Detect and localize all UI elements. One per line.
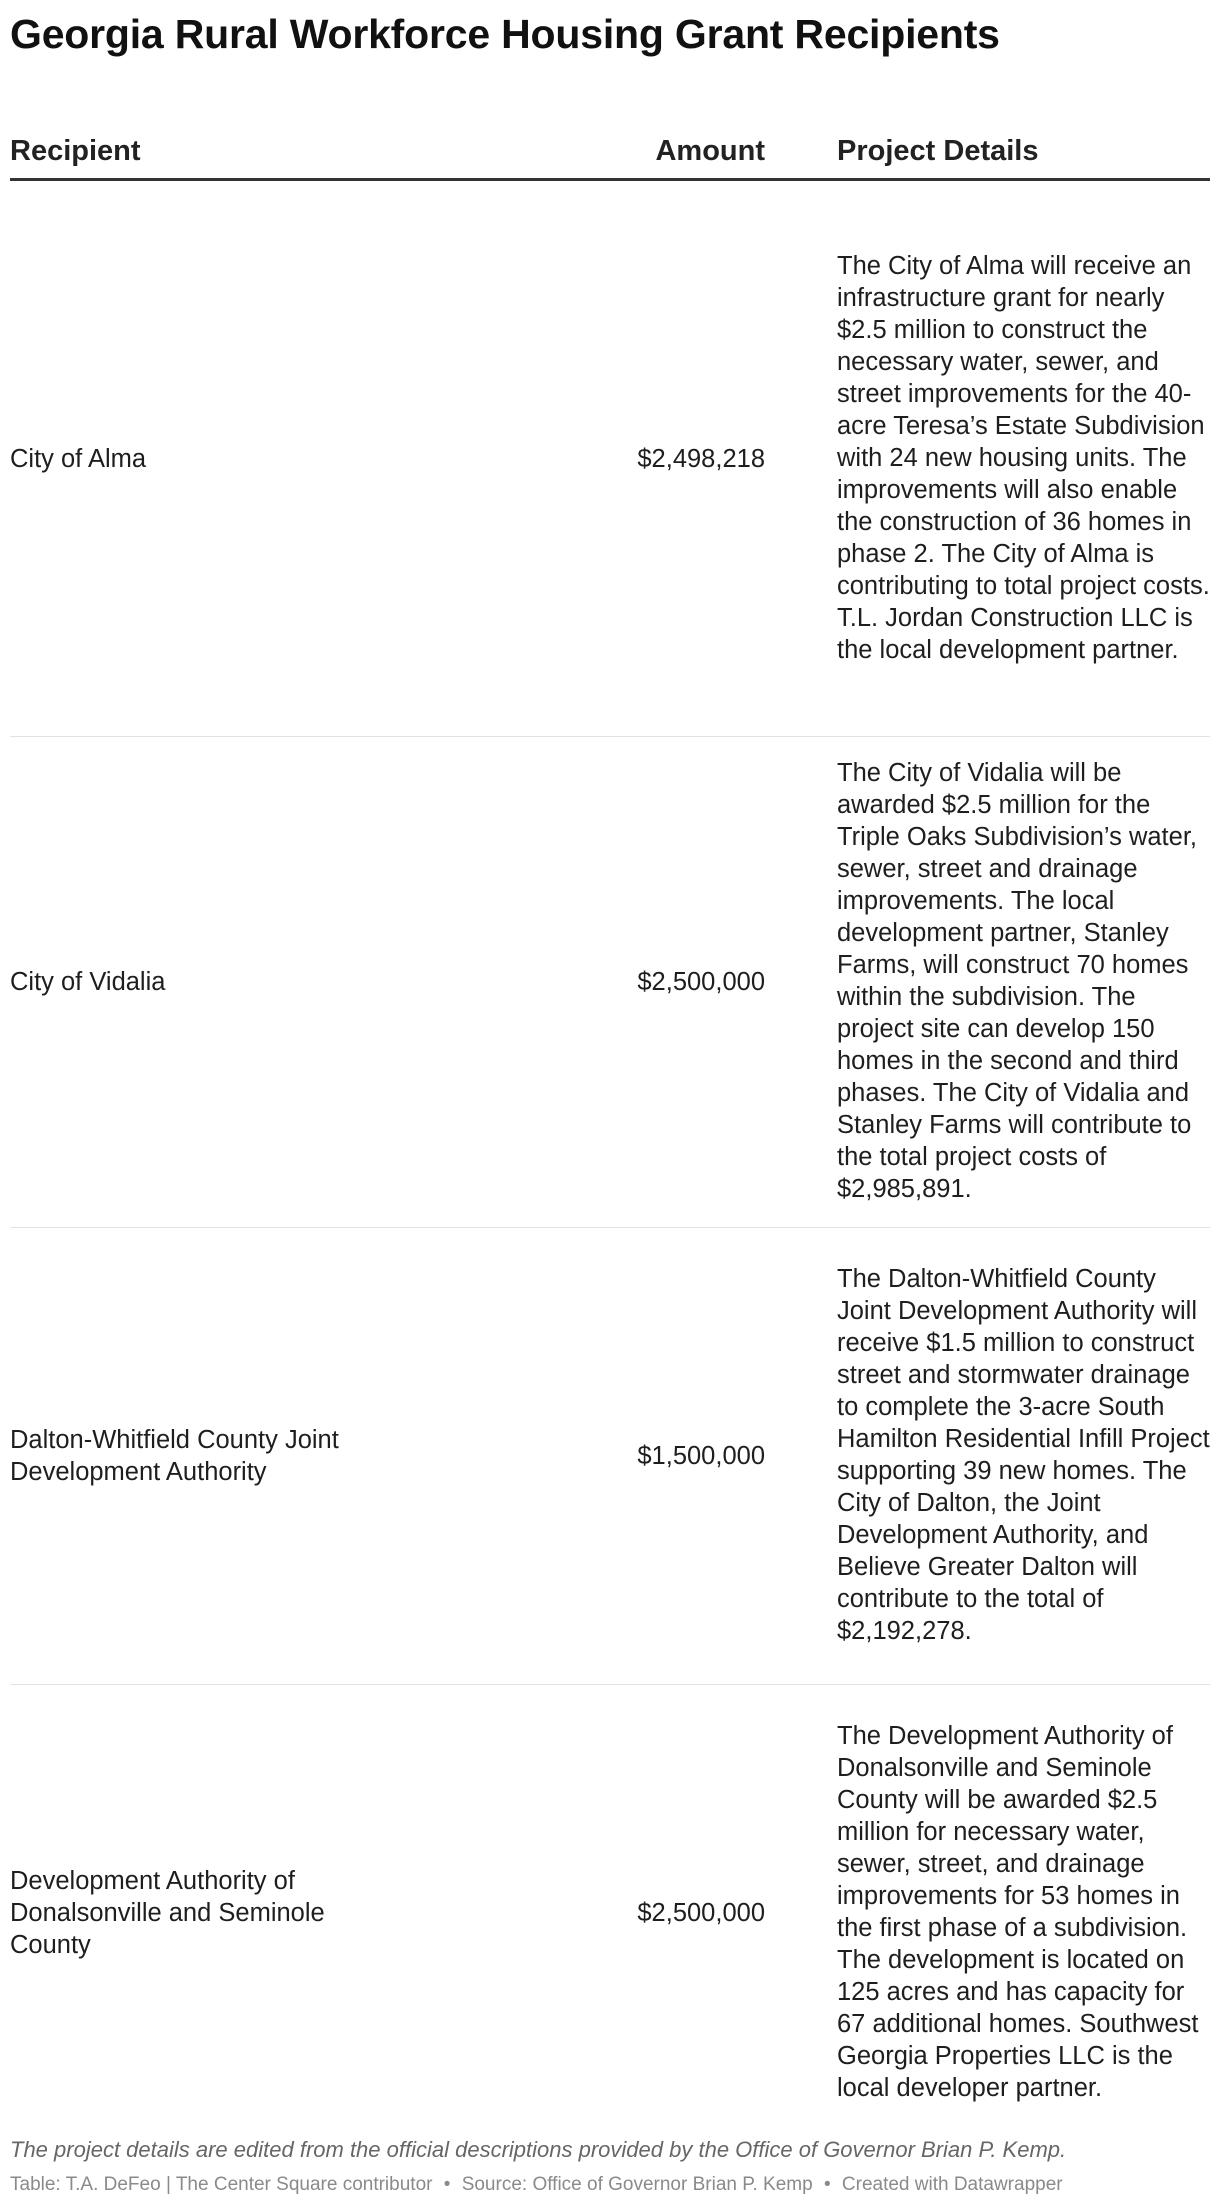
grant-recipients-table — [10, 108, 1210, 2142]
recipient-cell: City of Vidalia — [10, 737, 384, 1228]
details-cell: The Dalton-Whitfield County Joint Development Authority will receive $1.5 million to construct street and stormwater drainage to complete the 3-acre South Hamilton Residential Infill Project supporting 39 new homes. The City of Dalton, the Joint Development Authority, and Believe Greater Dalton will contribute to the total of $2,192,278. — [773, 1228, 1210, 1685]
details-cell: The City of Vidalia will be awarded $2.5 million for the Triple Oaks Subdivision’s water, sewer, street and drainage improvements. The local development partner, Stanley Farms, will construct 70 homes within the subdivision. The project site can develop 150 homes in the second and third phases. The City of Vidalia and Stanley Farms will contribute to the total project costs of $2,985,891. — [773, 737, 1210, 1228]
column-header-amount[interactable]: Amount — [384, 108, 773, 180]
table-header-row — [10, 108, 1210, 180]
separator: • — [823, 2174, 831, 2195]
created-with-link[interactable]: Created with Datawrapper — [841, 2174, 1063, 2195]
separator: • — [443, 2174, 451, 2195]
recipient-cell: City of Alma — [10, 180, 384, 737]
amount-cell: $2,500,000 — [637, 1899, 765, 1928]
table-row — [10, 1228, 1210, 1685]
credits-line — [10, 2172, 1210, 2198]
table-row — [10, 180, 1210, 737]
footnote: The project details are edited from the official descriptions provided by the Office of Governor Brian P. Kemp. — [10, 2137, 1067, 2162]
recipient-cell: Development Authority of Donalsonville and Seminole County — [10, 1867, 325, 1960]
recipient-cell: Dalton-Whitfield County Joint Development Authority — [10, 1228, 384, 1685]
page-title: Georgia Rural Workforce Housing Grant Recipients — [10, 11, 1000, 57]
source-credit: Source: Office of Governor Brian P. Kemp — [461, 2174, 813, 2195]
details-cell: The Development Authority of Donalsonville and Seminole County will be awarded $2.5 million for necessary water, sewer, street, and drainage improvements for 53 homes in the first phase of a subdivision. The development is located on 125 acres and has capacity for 67 additional homes. Southwest Georgia Properties LLC is the local developer partner. — [837, 1722, 1199, 2103]
details-cell: The City of Alma will receive an infrastructure grant for nearly $2.5 million to construct the necessary water, sewer, and street improvements for the 40-acre Teresa’s Estate Subdivision with 24 new housing units. The improvements will also enable the construction of 36 homes in phase 2. The City of Alma is contributing to total project costs. T.L. Jordan Construction LLC is the local development partner. — [773, 180, 1210, 737]
table-row — [10, 737, 1210, 1228]
table-credit: Table: T.A. DeFeo | The Center Square contributor — [10, 2174, 433, 2195]
table-row — [10, 1685, 1210, 2142]
column-header-recipient[interactable]: Recipient — [10, 108, 384, 180]
column-header-details[interactable]: Project Details — [773, 108, 1210, 180]
amount-cell: $1,500,000 — [384, 1228, 773, 1685]
amount-cell: $2,500,000 — [384, 737, 773, 1228]
amount-cell: $2,498,218 — [384, 180, 773, 737]
